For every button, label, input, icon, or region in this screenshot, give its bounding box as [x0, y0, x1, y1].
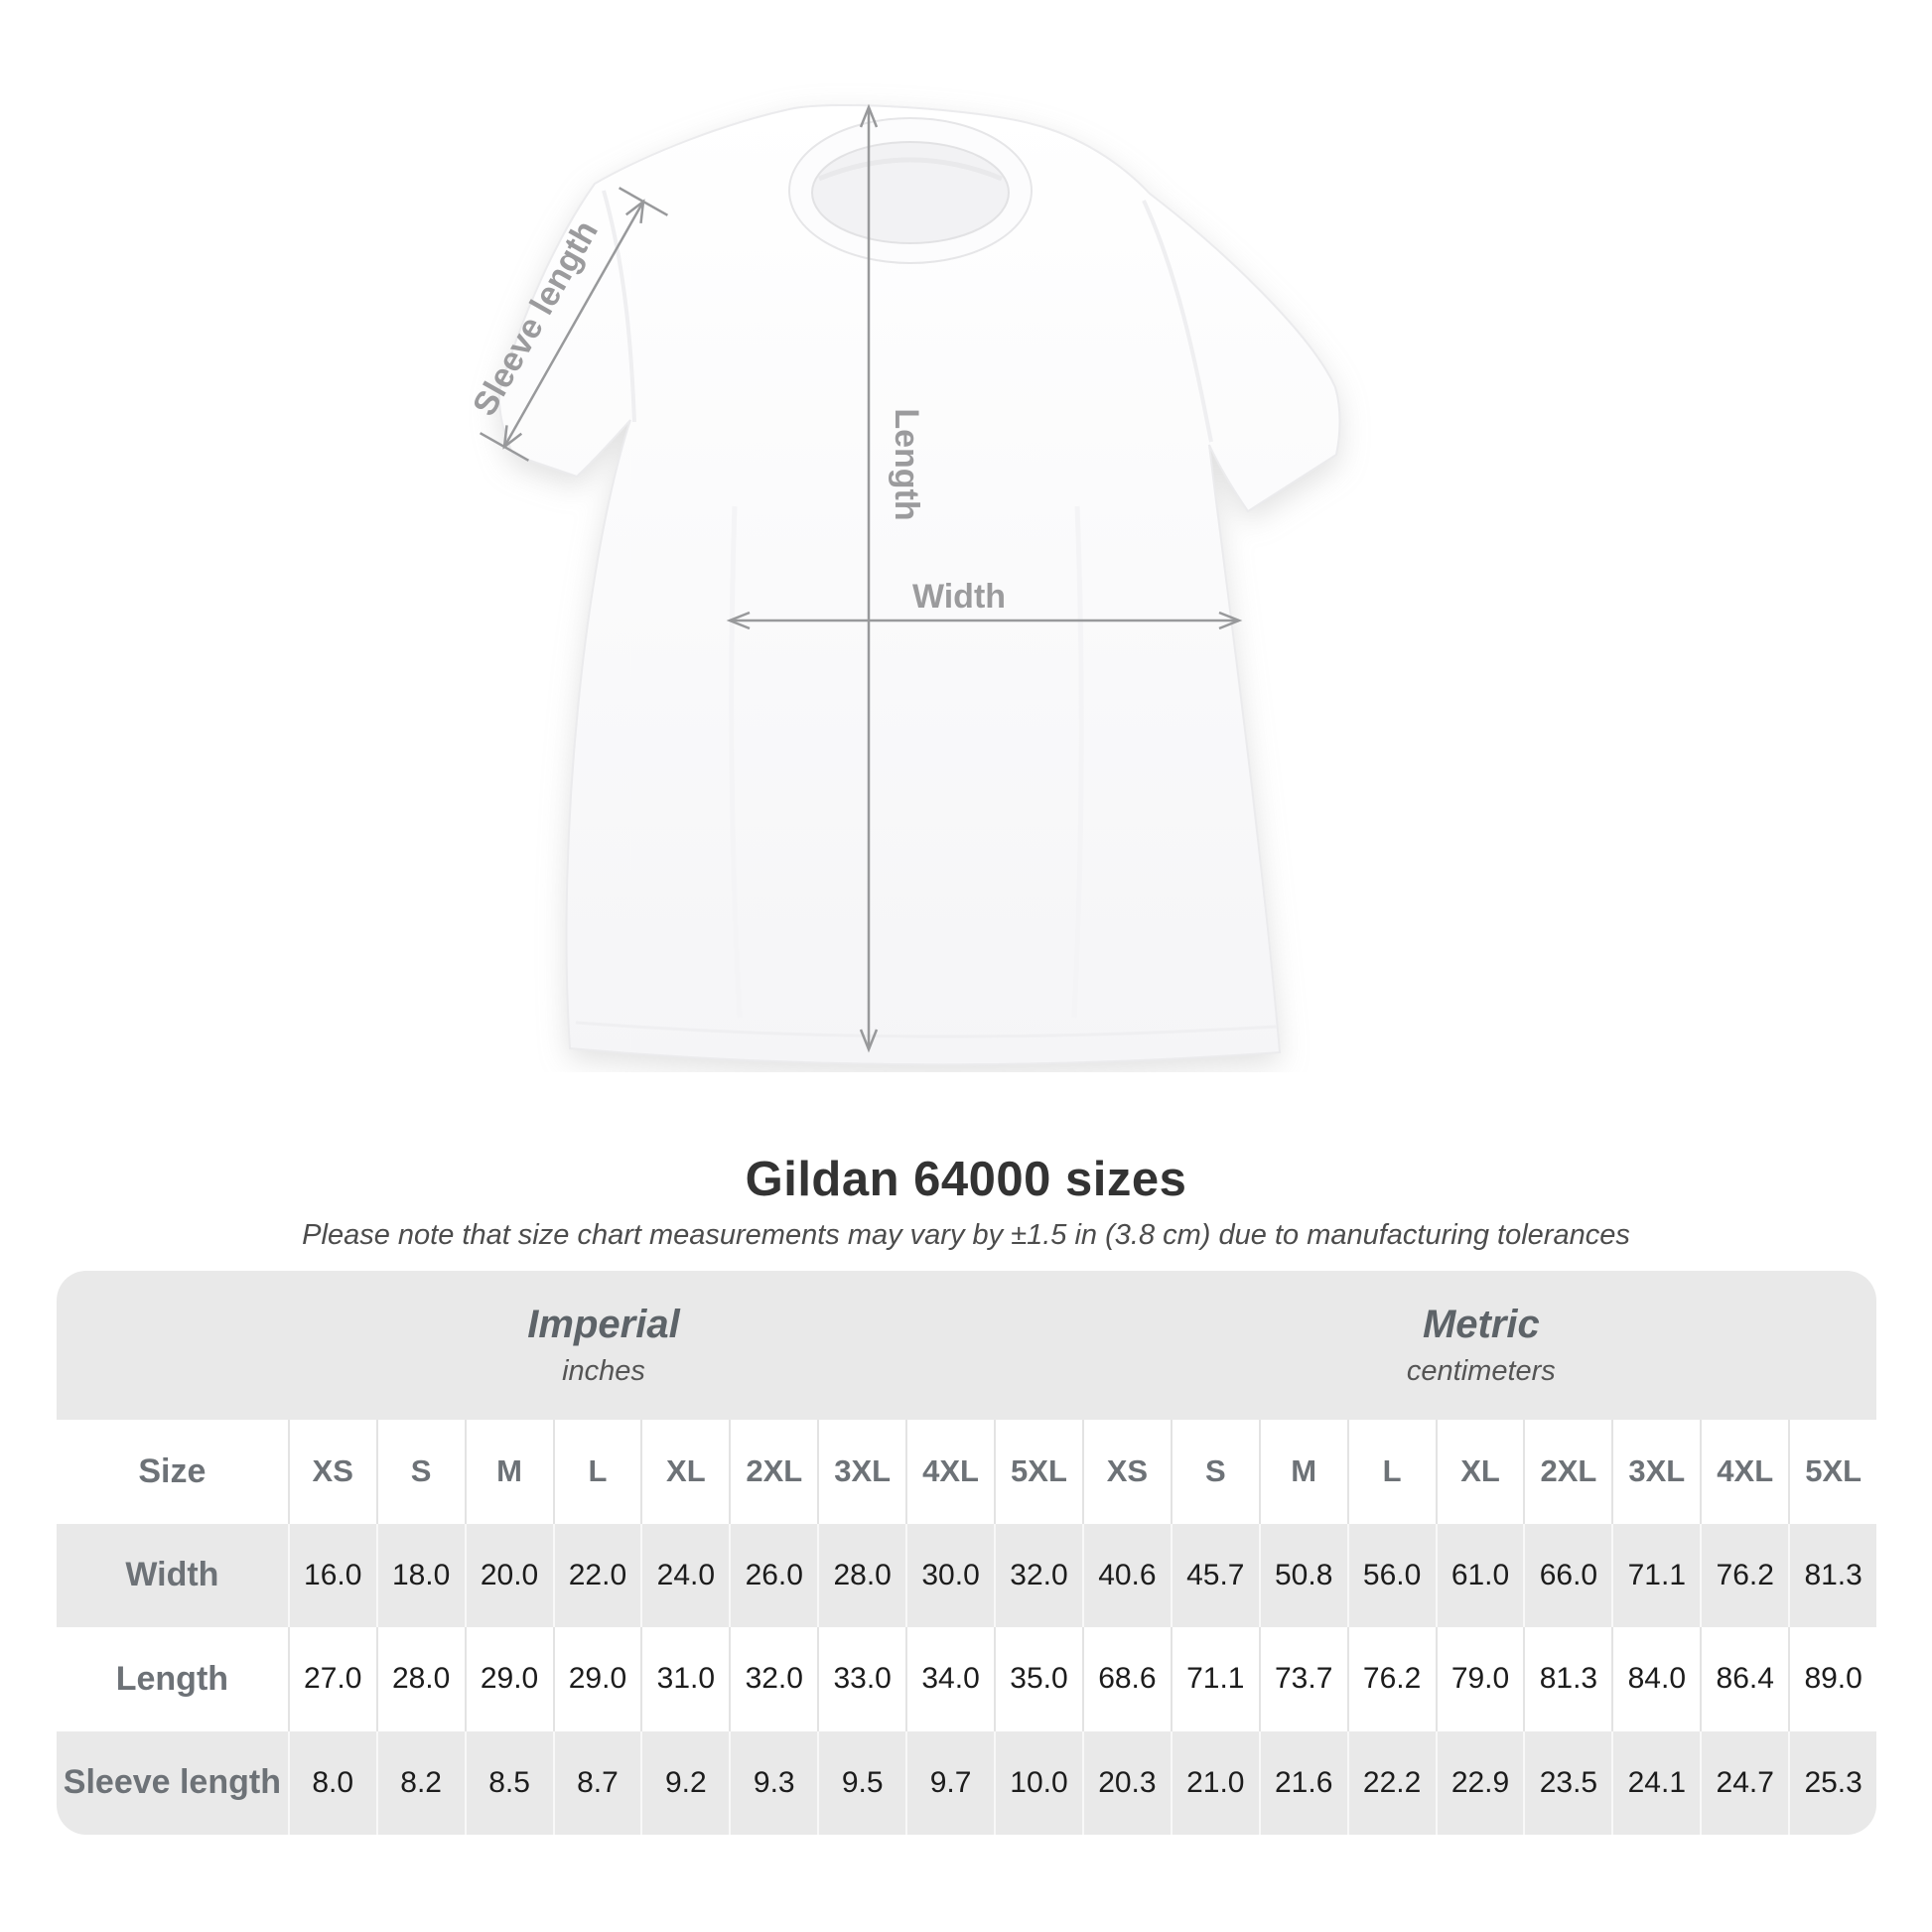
size-col-header: S [376, 1420, 465, 1524]
size-col-header: L [553, 1420, 641, 1524]
table-cell: 8.7 [553, 1731, 641, 1836]
table-cell: 30.0 [905, 1524, 994, 1628]
unit-header-band [57, 1271, 1876, 1420]
size-col-header: XS [288, 1420, 376, 1524]
table-cell: 32.0 [729, 1627, 817, 1731]
page-subtitle: Please note that size chart measurements may vary by ±1.5 in (3.8 cm) due to manufacturing tolerances [302, 1219, 1630, 1251]
metric-title: Metric [1422, 1303, 1540, 1346]
table-cell: 31.0 [640, 1627, 729, 1731]
size-col-header: M [1259, 1420, 1347, 1524]
size-table [57, 1271, 1876, 1835]
table-cell: 32.0 [994, 1524, 1082, 1628]
table-cell: 9.5 [817, 1731, 905, 1836]
table-cell: 50.8 [1259, 1524, 1347, 1628]
table-cell: 86.4 [1700, 1627, 1788, 1731]
table-cell: 28.0 [376, 1627, 465, 1731]
table-cell: 45.7 [1171, 1524, 1259, 1628]
table-cell: 22.9 [1436, 1731, 1524, 1836]
table-cell: 81.3 [1523, 1627, 1611, 1731]
size-col-header: 3XL [817, 1420, 905, 1524]
size-col-header: 3XL [1611, 1420, 1700, 1524]
table-cell: 24.1 [1611, 1731, 1700, 1836]
table-cell: 8.2 [376, 1731, 465, 1836]
table-cell: 76.2 [1347, 1627, 1436, 1731]
table-cell: 73.7 [1259, 1627, 1347, 1731]
table-cell: 18.0 [376, 1524, 465, 1628]
table-cell: 35.0 [994, 1627, 1082, 1731]
table-cell: 89.0 [1788, 1627, 1876, 1731]
table-cell: 61.0 [1436, 1524, 1524, 1628]
width-row [57, 1524, 1876, 1628]
table-cell: 79.0 [1436, 1627, 1524, 1731]
table-cell: 22.2 [1347, 1731, 1436, 1836]
table-cell: 21.0 [1171, 1731, 1259, 1836]
table-cell: 24.7 [1700, 1731, 1788, 1836]
length-label: Length [888, 408, 925, 521]
table-cell: 26.0 [729, 1524, 817, 1628]
table-cell: 81.3 [1788, 1524, 1876, 1628]
size-row-label: Size [138, 1451, 207, 1490]
size-col-header: XS [1082, 1420, 1171, 1524]
table-cell: 10.0 [994, 1731, 1082, 1836]
table-cell: 21.6 [1259, 1731, 1347, 1836]
length-row [57, 1627, 1876, 1731]
metric-unit: centimeters [1406, 1355, 1556, 1387]
table-cell: 9.2 [640, 1731, 729, 1836]
table-cell: 76.2 [1700, 1524, 1788, 1628]
table-cell: 27.0 [288, 1627, 376, 1731]
size-col-header: L [1347, 1420, 1436, 1524]
page-title: Gildan 64000 sizes [745, 1153, 1187, 1206]
row-label: Length [115, 1659, 229, 1698]
size-col-header: 4XL [1700, 1420, 1788, 1524]
imperial-header [527, 1303, 679, 1388]
size-col-header: S [1171, 1420, 1259, 1524]
size-col-header: 2XL [729, 1420, 817, 1524]
table-cell: 9.7 [905, 1731, 994, 1836]
table-cell: 68.6 [1082, 1627, 1171, 1731]
table-cell: 29.0 [553, 1627, 641, 1731]
size-col-header: 5XL [1788, 1420, 1876, 1524]
table-cell: 33.0 [817, 1627, 905, 1731]
table-cell: 71.1 [1611, 1524, 1700, 1628]
table-cell: 24.0 [640, 1524, 729, 1628]
imperial-title: Imperial [527, 1303, 680, 1346]
size-col-header: 4XL [905, 1420, 994, 1524]
table-cell: 8.0 [288, 1731, 376, 1836]
table-cell: 16.0 [288, 1524, 376, 1628]
table-cell: 28.0 [817, 1524, 905, 1628]
sleeve-length-label: Sleeve length [465, 213, 606, 423]
table-cell: 8.5 [465, 1731, 553, 1836]
row-label: Sleeve length [63, 1763, 281, 1802]
row-label: Width [125, 1556, 219, 1594]
tshirt-diagram [437, 79, 1390, 1072]
table-cell: 20.0 [465, 1524, 553, 1628]
table-cell: 66.0 [1523, 1524, 1611, 1628]
table-cell: 84.0 [1611, 1627, 1700, 1731]
table-cell: 20.3 [1082, 1731, 1171, 1836]
table-cell: 9.3 [729, 1731, 817, 1836]
size-col-header: XL [1436, 1420, 1524, 1524]
size-col-header: 2XL [1523, 1420, 1611, 1524]
table-cell: 25.3 [1788, 1731, 1876, 1836]
collar-opening [812, 142, 1009, 243]
table-cell: 34.0 [905, 1627, 994, 1731]
sleeve-length-row [57, 1731, 1876, 1836]
table-cell: 22.0 [553, 1524, 641, 1628]
table-cell: 40.6 [1082, 1524, 1171, 1628]
size-header-row [57, 1420, 1876, 1524]
table-cell: 29.0 [465, 1627, 553, 1731]
size-col-header: 5XL [994, 1420, 1082, 1524]
table-cell: 56.0 [1347, 1524, 1436, 1628]
size-col-header: XL [640, 1420, 729, 1524]
size-col-header: M [465, 1420, 553, 1524]
width-label: Width [911, 578, 1007, 616]
table-cell: 71.1 [1171, 1627, 1259, 1731]
imperial-unit: inches [562, 1355, 645, 1387]
table-cell: 23.5 [1523, 1731, 1611, 1836]
metric-header [1407, 1303, 1556, 1388]
